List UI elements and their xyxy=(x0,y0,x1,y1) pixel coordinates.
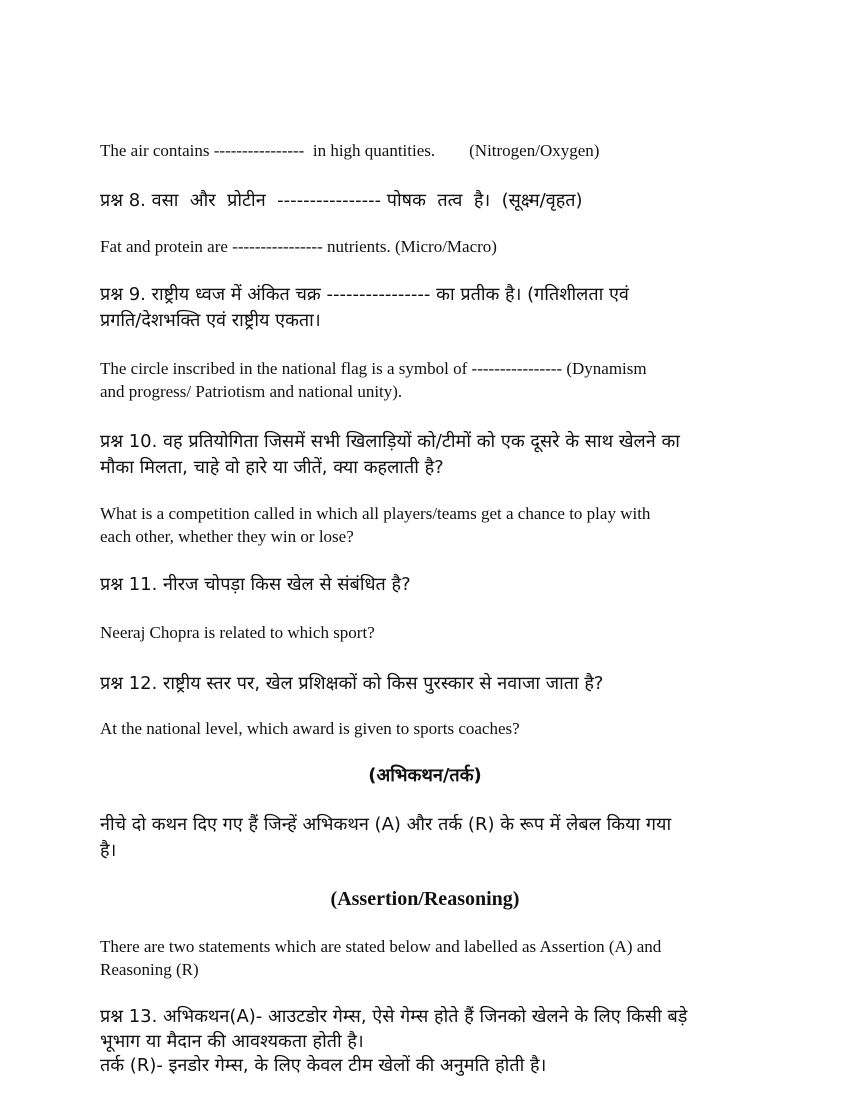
q7-english-text: The air contains ---------------- in high quantities. (Nitrogen/Oxygen) xyxy=(100,141,600,160)
assertion-heading-hindi: (अभिकथन/तर्क) xyxy=(368,765,482,786)
assertion-intro-english-line-1: There are two statements which are stated below and labelled as Assertion (A) and xyxy=(100,937,662,956)
q10-hindi-line-1: प्रश्न 10. वह प्रतियोगिता जिसमें सभी खिलाड़ियों को/टीमों को एक दूसरे के साथ खेलने का xyxy=(100,431,680,452)
q12-hindi-text: प्रश्न 12. राष्ट्रीय स्तर पर, खेल प्रशिक्षकों को किस पुरस्कार से नवाजा जाता है? xyxy=(100,673,604,694)
assertion-intro-hindi-line-1: नीचे दो कथन दिए गए हैं जिन्हें अभिकथन (A) और तर्क (R) के रूप में लेबल किया गया xyxy=(100,814,672,835)
q9-hindi-line-2: प्रगति/देशभक्ति एवं राष्ट्रीय एकता। xyxy=(100,310,321,331)
assertion-intro-hindi-line-2: है। xyxy=(100,840,117,861)
q9-english-line-1: The circle inscribed in the national flag is a symbol of ---------------- (Dynamism xyxy=(100,359,647,378)
q11-english-text: Neeraj Chopra is related to which sport? xyxy=(100,623,375,642)
q13-hindi-line-1: प्रश्न 13. अभिकथन(A)- आउटडोर गेम्स, ऐसे गेम्स होते हैं जिनको खेलने के लिए किसी बड़े xyxy=(100,1006,688,1027)
q12-english-text: At the national level, which award is given to sports coaches? xyxy=(100,719,520,738)
assertion-heading-english: (Assertion/Reasoning) xyxy=(330,888,520,910)
q13-hindi-line-3: तर्क (R)- इनडोर गेम्स, के लिए केवल टीम खेलों की अनुमति होती है। xyxy=(100,1055,547,1076)
q9-hindi-line-1: प्रश्न 9. राष्ट्रीय ध्वज में अंकित चक्र ---------------- का प्रतीक है। (गतिशीलता एवं xyxy=(100,284,629,305)
q11-hindi-text: प्रश्न 11. नीरज चोपड़ा किस खेल से संबंधित है? xyxy=(100,574,411,595)
q9-english-line-2: and progress/ Patriotism and national unity). xyxy=(100,382,403,401)
q10-english-line-1: What is a competition called in which all players/teams get a chance to play with xyxy=(100,504,651,523)
q8-english-text: Fat and protein are ---------------- nutrients. (Micro/Macro) xyxy=(100,237,497,256)
q10-hindi-line-2: मौका मिलता, चाहे वो हारे या जीतें, क्या कहलाती है? xyxy=(100,457,444,478)
assertion-intro-english-line-2: Reasoning (R) xyxy=(100,960,199,979)
q10-english-line-2: each other, whether they win or lose? xyxy=(100,527,354,546)
q8-hindi-text: प्रश्न 8. वसा और प्रोटीन ---------------- पोषक तत्व है। (सूक्ष्म/वृहत) xyxy=(100,190,583,211)
q13-hindi-line-2: भूभाग या मैदान की आवश्यकता होती है। xyxy=(100,1031,364,1052)
